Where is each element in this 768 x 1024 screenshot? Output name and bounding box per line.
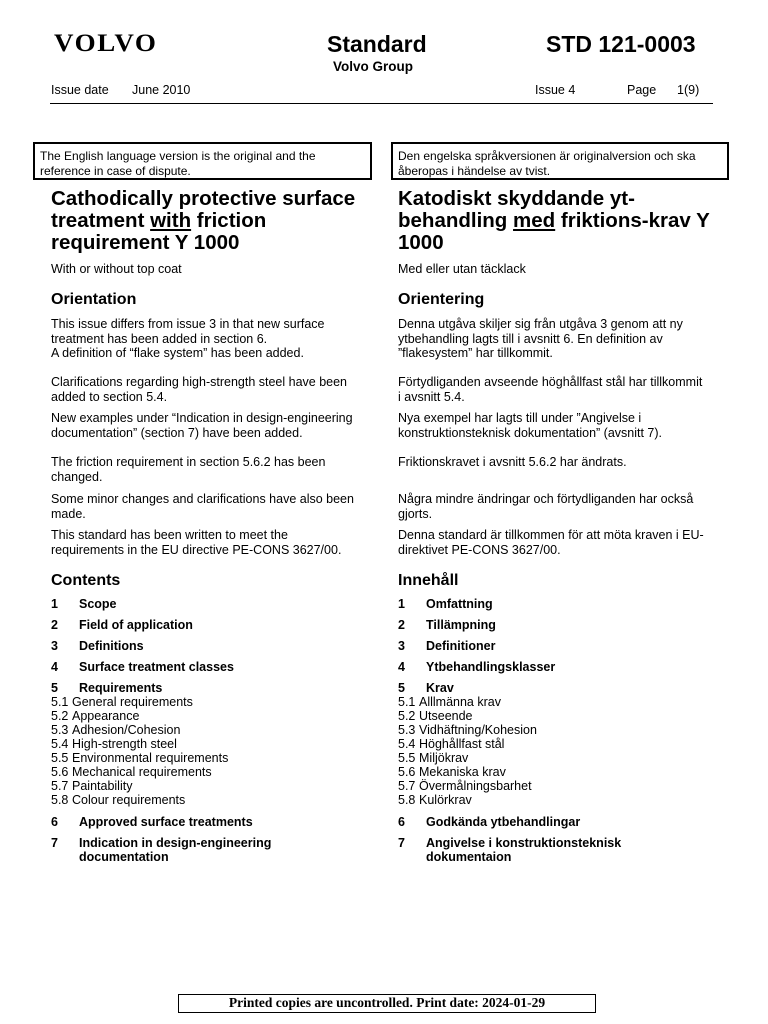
toc-number: 3 xyxy=(51,639,58,653)
swedish-title xyxy=(398,188,718,254)
toc-number: 4 xyxy=(51,660,58,674)
toc-title: Indication in design-engineering documentation xyxy=(79,836,272,864)
toc-title: Environmental requirements xyxy=(72,751,229,765)
toc-section xyxy=(398,660,718,674)
orientation-paragraph: This standard has been written to meet the requirements in the EU directive PE-CONS 3627/00. xyxy=(51,528,342,557)
swedish-contents-heading: Innehåll xyxy=(398,572,459,589)
issue-date-value: June 2010 xyxy=(132,83,191,97)
toc-number: 5.2 xyxy=(51,709,69,723)
toc-title: Övermålningsbarhet xyxy=(419,779,532,793)
toc-section xyxy=(51,660,371,674)
orientation-paragraph: The friction requirement in section 5.6.2 has been changed. xyxy=(51,455,326,484)
toc-title: Mekaniska krav xyxy=(419,765,506,779)
toc-title: Tillämpning xyxy=(426,618,496,632)
document-type-title: Standard xyxy=(327,31,427,57)
orientation-paragraph: Some minor changes and clarifications have also been made. xyxy=(51,492,354,521)
toc-number: 2 xyxy=(398,618,405,632)
toc-title: Miljökrav xyxy=(419,751,469,765)
toc-title: Requirements xyxy=(79,681,163,695)
orientation-paragraph: This issue differs from issue 3 in that new surface treatment has been added in section 6. A definition of “flake system” has been added. xyxy=(51,317,325,360)
swedish-orientation-heading: Orientering xyxy=(398,291,485,308)
english-column xyxy=(51,187,371,864)
document-number: STD 121-0003 xyxy=(546,31,696,57)
toc-number: 5.1 xyxy=(51,695,69,709)
english-contents-heading: Contents xyxy=(51,572,121,589)
toc-number: 1 xyxy=(51,597,58,611)
page-label: Page xyxy=(627,83,657,97)
toc-title: Krav xyxy=(426,681,454,695)
toc-section xyxy=(398,836,718,864)
header-divider xyxy=(50,103,713,104)
language-notice-sv xyxy=(391,142,729,180)
toc-title: Paintability xyxy=(72,779,133,793)
swedish-subtitle: Med eller utan täcklack xyxy=(398,262,526,276)
toc-subsection xyxy=(51,737,371,751)
toc-number: 5 xyxy=(51,681,58,695)
toc-subsection xyxy=(398,765,718,779)
toc-subsection xyxy=(398,737,718,751)
toc-subsection xyxy=(398,779,718,793)
toc-subsection xyxy=(398,723,718,737)
toc-title: Godkända ytbehandlingar xyxy=(426,815,581,829)
toc-section xyxy=(51,815,371,829)
toc-title: Angivelse i konstruktionsteknisk dokumentaion xyxy=(426,836,622,864)
toc-title: Surface treatment classes xyxy=(79,660,234,674)
orientation-paragraph: Clarifications regarding high-strength steel have been added to section 5.4. xyxy=(51,375,348,404)
swedish-contents-list xyxy=(398,597,718,864)
toc-section xyxy=(51,597,371,611)
toc-number: 5 xyxy=(398,681,405,695)
orientation-paragraph: Denna utgåva skiljer sig från utgåva 3 genom att ny ytbehandling lagts till i avsnitt 6. En definition av ”flakesystem” har tillkommit. xyxy=(398,317,683,360)
toc-title: Vidhäftning/Kohesion xyxy=(419,723,537,737)
orientation-paragraph: Några mindre ändringar och förtydliganden har också gjorts. xyxy=(398,492,694,521)
issue-number: Issue 4 xyxy=(535,83,576,97)
orientation-paragraph: Nya exempel har lagts till under ”Angivelse i konstruktionsteknisk dokumentation” (avsnitt 7). xyxy=(398,411,663,440)
swedish-orientation-list xyxy=(398,317,718,567)
toc-number: 5.5 xyxy=(398,751,416,765)
page-number: 1(9) xyxy=(677,83,700,97)
toc-number: 5.6 xyxy=(398,765,416,779)
toc-section xyxy=(398,597,718,611)
toc-title: Approved surface treatments xyxy=(79,815,253,829)
english-orientation-heading: Orientation xyxy=(51,291,137,308)
toc-number: 5.4 xyxy=(398,737,416,751)
toc-section xyxy=(51,639,371,653)
toc-number: 5.7 xyxy=(51,779,69,793)
toc-title: Scope xyxy=(79,597,117,611)
english-title-part2: friction requirement Y 1000 xyxy=(51,209,267,254)
swedish-title-emphasis: med xyxy=(513,209,556,232)
toc-number: 5.7 xyxy=(398,779,416,793)
toc-subsection xyxy=(51,779,371,793)
language-notice-en xyxy=(33,142,372,180)
language-notice-sv-text: Den engelska språkversionen är originalversion och ska åberopas i händelse av tvist. xyxy=(398,149,696,178)
toc-number: 5.4 xyxy=(51,737,69,751)
toc-number: 6 xyxy=(398,815,405,829)
toc-number: 2 xyxy=(51,618,58,632)
toc-title: General requirements xyxy=(72,695,193,709)
toc-subsection xyxy=(51,751,371,765)
language-notice-en-text: The English language version is the original and the reference in case of dispute. xyxy=(40,149,316,178)
toc-title: Adhesion/Cohesion xyxy=(72,723,181,737)
toc-number: 5.5 xyxy=(51,751,69,765)
toc-number: 5.2 xyxy=(398,709,416,723)
toc-number: 4 xyxy=(398,660,405,674)
toc-number: 5.3 xyxy=(51,723,69,737)
toc-section xyxy=(398,618,718,632)
toc-subsection xyxy=(398,793,718,807)
toc-number: 7 xyxy=(51,836,58,850)
volvo-logo: VOLVO xyxy=(54,30,158,57)
toc-number: 7 xyxy=(398,836,405,850)
orientation-paragraph: Förtydliganden avseende höghållfast stål har tillkommit i avsnitt 5.4. xyxy=(398,375,703,404)
toc-title: Omfattning xyxy=(426,597,493,611)
toc-title: High-strength steel xyxy=(72,737,177,751)
toc-section xyxy=(398,815,718,829)
toc-number: 5.8 xyxy=(398,793,416,807)
toc-title: Appearance xyxy=(72,709,140,723)
english-contents-list xyxy=(51,597,371,864)
toc-title: Utseende xyxy=(419,709,473,723)
toc-section xyxy=(51,618,371,632)
toc-subsection xyxy=(51,765,371,779)
swedish-column xyxy=(398,187,718,864)
issue-date-label: Issue date xyxy=(51,83,109,97)
swedish-title-part1: Katodiskt skyddande yt-behandling xyxy=(398,187,635,232)
toc-section xyxy=(51,836,371,864)
toc-title: Definitions xyxy=(79,639,144,653)
orientation-paragraph: Friktionskravet i avsnitt 5.6.2 har ändrats. xyxy=(398,455,627,469)
toc-title: Ytbehandlingsklasser xyxy=(426,660,556,674)
toc-number: 5.1 xyxy=(398,695,416,709)
english-title-emphasis: with xyxy=(150,209,192,232)
english-orientation-list xyxy=(51,317,371,567)
toc-subsection xyxy=(51,695,371,709)
toc-section xyxy=(51,681,371,695)
toc-number: 1 xyxy=(398,597,405,611)
toc-section xyxy=(398,639,718,653)
toc-number: 5.3 xyxy=(398,723,416,737)
toc-title: Alllmänna krav xyxy=(419,695,501,709)
toc-title: Kulörkrav xyxy=(419,793,472,807)
toc-number: 5.6 xyxy=(51,765,69,779)
english-subtitle: With or without top coat xyxy=(51,262,182,276)
toc-number: 5.8 xyxy=(51,793,69,807)
toc-title: Colour requirements xyxy=(72,793,186,807)
english-title-part1: Cathodically protective surface treatment xyxy=(51,187,356,232)
toc-subsection xyxy=(398,695,718,709)
toc-subsection xyxy=(398,709,718,723)
toc-subsection xyxy=(51,723,371,737)
toc-subsection xyxy=(51,793,371,807)
orientation-paragraph: Denna standard är tillkommen för att möta kraven i EU-direktivet PE-CONS 3627/00. xyxy=(398,528,704,557)
toc-subsection xyxy=(398,751,718,765)
orientation-paragraph: New examples under “Indication in design-engineering documentation” (section 7) have been added. xyxy=(51,411,353,440)
toc-section xyxy=(398,681,718,695)
toc-title: Mechanical requirements xyxy=(72,765,212,779)
toc-subsection xyxy=(51,709,371,723)
toc-title: Definitioner xyxy=(426,639,496,653)
swedish-title-part2: friktions-krav Y 1000 xyxy=(398,209,710,254)
english-title xyxy=(51,188,371,254)
toc-title: Field of application xyxy=(79,618,193,632)
print-control-notice: Printed copies are uncontrolled. Print date: 2024-01-29 xyxy=(178,994,596,1013)
toc-number: 3 xyxy=(398,639,405,653)
toc-number: 6 xyxy=(51,815,58,829)
toc-title: Höghållfast stål xyxy=(419,737,505,751)
organization-name: Volvo Group xyxy=(333,59,413,74)
